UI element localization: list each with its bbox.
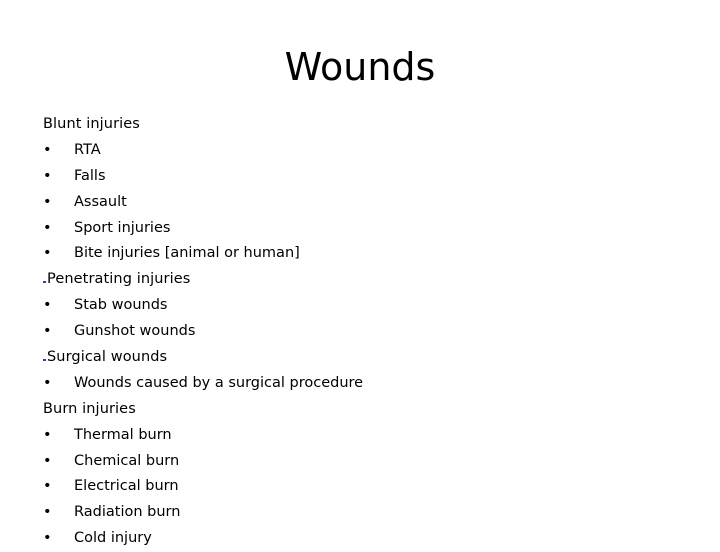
bullet-icon: • <box>43 374 52 391</box>
bullet-icon: • <box>43 193 52 210</box>
list-item-text: Sport injuries <box>74 219 171 236</box>
insertion-marker <box>43 359 46 361</box>
section-heading: Surgical wounds <box>47 349 168 366</box>
section-heading-row <box>43 267 683 293</box>
bullet-icon: • <box>43 426 52 443</box>
list-item <box>43 190 683 216</box>
list-item <box>43 164 683 190</box>
list-item-text: Falls <box>74 167 106 184</box>
list-item <box>43 293 683 319</box>
list-item-text: Bite injuries [animal or human] <box>74 245 300 262</box>
bullet-icon: • <box>43 504 52 521</box>
bullet-icon: • <box>43 452 52 469</box>
list-item-text: Cold injury <box>74 530 152 547</box>
insertion-marker <box>43 281 46 283</box>
list-item <box>43 423 683 449</box>
bullet-icon: • <box>43 323 52 340</box>
bullet-icon: • <box>43 219 52 236</box>
list-item <box>43 319 683 345</box>
list-item-text: Thermal burn <box>74 426 172 443</box>
list-item-text: Radiation burn <box>74 504 181 521</box>
list-item-text: Assault <box>74 193 127 210</box>
list-item-text: Stab wounds <box>74 297 168 314</box>
section-heading: Burn injuries <box>43 400 136 417</box>
bullet-icon: • <box>43 478 52 495</box>
list-item-text: Gunshot wounds <box>74 323 196 340</box>
list-item-text: Wounds caused by a surgical procedure <box>74 374 364 391</box>
list-item-text: Electrical burn <box>74 478 179 495</box>
bullet-icon: • <box>43 141 52 158</box>
section-heading: Penetrating injuries <box>47 271 191 288</box>
list-item <box>43 138 683 164</box>
list-item <box>43 216 683 242</box>
list-item <box>43 526 683 552</box>
bullet-icon: • <box>43 530 52 547</box>
slide-title: Wounds <box>284 45 436 89</box>
section-heading: Blunt injuries <box>43 116 140 132</box>
bullet-icon: • <box>43 245 52 262</box>
list-item <box>43 500 683 526</box>
list-item <box>43 241 683 267</box>
list-item <box>43 449 683 475</box>
slide-body <box>43 112 683 552</box>
bullet-icon: • <box>43 167 52 184</box>
list-item-text: RTA <box>74 141 101 158</box>
bullet-icon: • <box>43 297 52 314</box>
list-item-text: Chemical burn <box>74 452 180 469</box>
list-item <box>43 371 683 397</box>
list-item <box>43 474 683 500</box>
section-heading-row <box>43 345 683 371</box>
